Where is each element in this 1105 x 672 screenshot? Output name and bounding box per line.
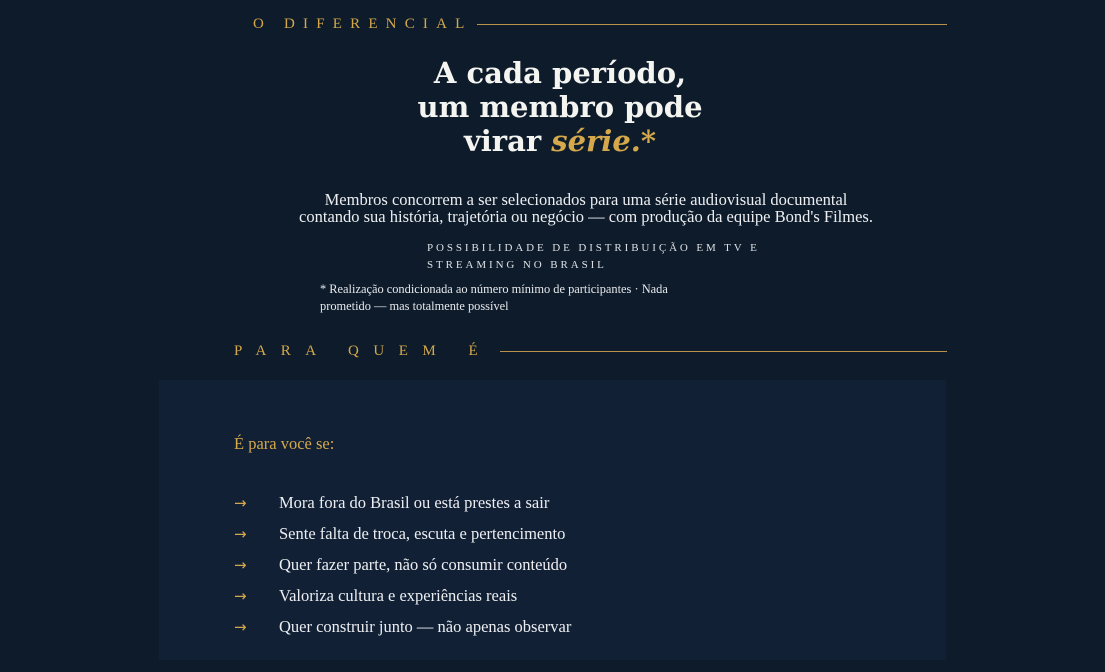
list-item bbox=[234, 549, 571, 580]
section-header-diferencial bbox=[253, 16, 947, 33]
list-item-text: Valoriza cultura e experiências reais bbox=[279, 585, 518, 605]
list-item bbox=[234, 487, 571, 518]
divider-line bbox=[477, 24, 947, 25]
headline bbox=[300, 56, 820, 158]
list-item-text: Quer construir junto — não apenas observar bbox=[279, 616, 572, 636]
description-line: contando sua história, trajetória ou negócio — com produção da equipe Bond's Filmes. bbox=[299, 206, 873, 226]
headline-line: um membro pode bbox=[417, 90, 703, 124]
description-line: Membros concorrem a ser selecionados para uma série audiovisual documental bbox=[324, 190, 848, 209]
distribution-line: STREAMING NO BRASIL bbox=[427, 258, 607, 271]
audience-card bbox=[159, 380, 946, 660]
arrow-right-icon: → bbox=[234, 617, 247, 636]
section-header-para-quem bbox=[234, 343, 947, 360]
headline-prefix: virar bbox=[463, 124, 552, 158]
list-item-text: Quer fazer parte, não só consumir conteúdo bbox=[279, 554, 568, 574]
footnote-line: * Realização condicionada ao número mínimo de participantes · Nada bbox=[320, 282, 668, 296]
headline-line bbox=[300, 124, 820, 158]
list-item bbox=[234, 580, 571, 611]
audience-list bbox=[234, 487, 571, 642]
arrow-right-icon: → bbox=[234, 555, 247, 574]
list-item bbox=[234, 518, 571, 549]
headline-accent: série. bbox=[551, 124, 641, 158]
description bbox=[260, 192, 912, 225]
list-item-text: Sente falta de troca, escuta e pertencimento bbox=[279, 523, 566, 543]
section-label: O DIFERENCIAL bbox=[253, 16, 473, 32]
list-item bbox=[234, 611, 571, 642]
arrow-right-icon: → bbox=[234, 524, 247, 543]
footnote-mark: * bbox=[640, 124, 657, 158]
audience-intro: É para você se: bbox=[234, 434, 335, 453]
distribution-line: POSSIBILIDADE DE DISTRIBUIÇÃO EM TV E bbox=[427, 242, 760, 254]
arrow-right-icon: → bbox=[234, 493, 247, 512]
section-label: PARA QUEM É bbox=[234, 343, 493, 359]
footnote-line: prometido — mas totalmente possível bbox=[320, 298, 509, 313]
distribution-note bbox=[427, 240, 760, 273]
divider-line bbox=[500, 351, 947, 352]
list-item-text: Mora fora do Brasil ou está prestes a sair bbox=[279, 492, 550, 512]
headline-line: A cada período, bbox=[433, 56, 687, 90]
arrow-right-icon: → bbox=[234, 586, 247, 605]
footnote bbox=[320, 281, 668, 314]
